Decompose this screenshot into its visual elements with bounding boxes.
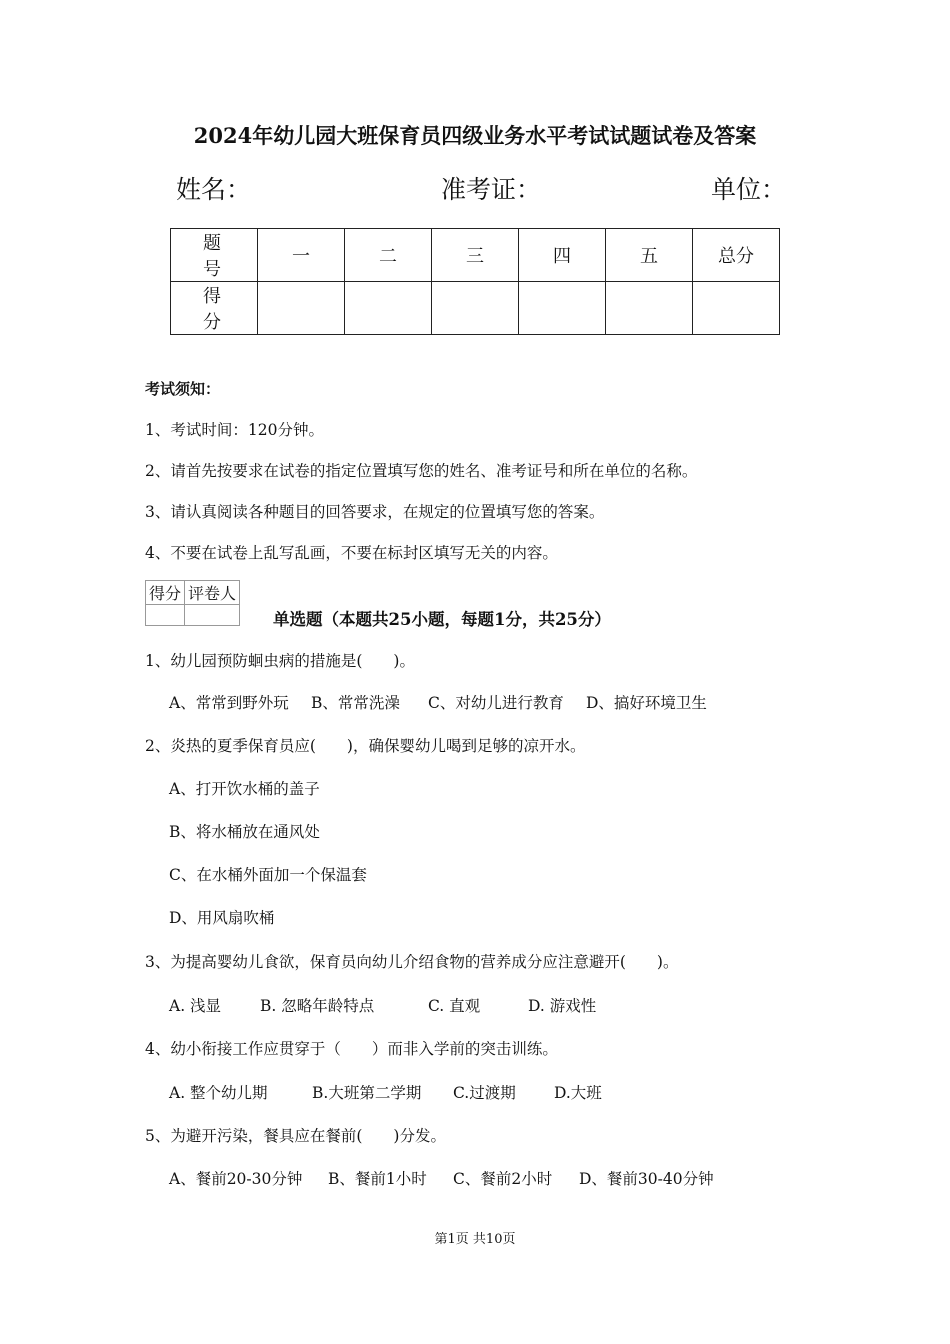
question-option: D. 游戏性 bbox=[528, 997, 597, 1015]
name-label: 姓名： bbox=[176, 175, 252, 204]
score-cell-4[interactable] bbox=[519, 282, 606, 335]
section-3-header: 三 bbox=[432, 229, 519, 282]
score-table bbox=[170, 228, 780, 335]
question-option: C、在水桶外面加一个保温套 bbox=[169, 866, 367, 884]
question-option: B、餐前1小时 bbox=[328, 1170, 427, 1188]
score-label: 得 分 bbox=[171, 282, 258, 335]
question-option: C.过渡期 bbox=[453, 1084, 516, 1102]
question-option: D、用风扇吹桶 bbox=[169, 909, 275, 927]
section-1-header: 一 bbox=[258, 229, 345, 282]
question-option: C、对幼儿进行教育 bbox=[428, 694, 564, 712]
score-cell-5[interactable] bbox=[606, 282, 693, 335]
section-title: 单选题（本题共25小题，每题1分，共25分） bbox=[273, 610, 611, 629]
notice-title: 考试须知： bbox=[145, 380, 221, 398]
question-option: B. 忽略年龄特点 bbox=[260, 997, 375, 1015]
score-table-header-row bbox=[171, 229, 780, 282]
notice-item: 1、考试时间：120分钟。 bbox=[145, 421, 324, 439]
score-cell-total[interactable] bbox=[693, 282, 780, 335]
section-4-header: 四 bbox=[519, 229, 606, 282]
question-no-label: 题 号 bbox=[171, 229, 258, 282]
question-option: D、搞好环境卫生 bbox=[586, 694, 707, 712]
notice-item: 3、请认真阅读各种题目的回答要求，在规定的位置填写您的答案。 bbox=[145, 503, 605, 521]
section-2-header: 二 bbox=[345, 229, 432, 282]
page-title: 2024年幼儿园大班保育员四级业务水平考试试题试卷及答案 bbox=[193, 123, 757, 148]
page-footer: 第1页 共10页 bbox=[434, 1232, 516, 1247]
question-option: A. 浅显 bbox=[169, 997, 222, 1015]
question-option: C. 直观 bbox=[428, 997, 481, 1015]
notice-item: 2、请首先按要求在试卷的指定位置填写您的姓名、准考证号和所在单位的名称。 bbox=[145, 462, 698, 480]
total-header: 总分 bbox=[693, 229, 780, 282]
question-option: C、餐前2小时 bbox=[453, 1170, 553, 1188]
section-5-header: 五 bbox=[606, 229, 693, 282]
exam-no-label: 准考证： bbox=[441, 175, 542, 204]
score-cell-2[interactable] bbox=[345, 282, 432, 335]
question-stem: 5、为避开污染，餐具应在餐前( )分发。 bbox=[145, 1127, 446, 1145]
grader-name-cell[interactable] bbox=[185, 605, 240, 626]
question-option: D.大班 bbox=[554, 1084, 602, 1102]
question-stem: 4、幼小衔接工作应贯穿于（ ）而非入学前的突击训练。 bbox=[145, 1040, 558, 1058]
grader-name-label: 评卷人 bbox=[185, 581, 240, 605]
question-option: D、餐前30-40分钟 bbox=[579, 1170, 714, 1188]
question-option: A、打开饮水桶的盖子 bbox=[169, 780, 320, 798]
question-option: A、常常到野外玩 bbox=[169, 694, 289, 712]
grader-score-cell[interactable] bbox=[146, 605, 185, 626]
score-cell-3[interactable] bbox=[432, 282, 519, 335]
question-option: B.大班第二学期 bbox=[312, 1084, 422, 1102]
notice-item: 4、不要在试卷上乱写乱画，不要在标封区填写无关的内容。 bbox=[145, 544, 558, 562]
question-option: A、餐前20-30分钟 bbox=[169, 1170, 303, 1188]
grader-box bbox=[145, 580, 240, 626]
question-stem: 2、炎热的夏季保育员应( )，确保婴幼儿喝到足够的凉开水。 bbox=[145, 737, 586, 755]
score-table-score-row bbox=[171, 282, 780, 335]
question-option: B、常常洗澡 bbox=[311, 694, 400, 712]
question-stem: 3、为提高婴幼儿食欲，保育员向幼儿介绍食物的营养成分应注意避开( )。 bbox=[145, 953, 679, 971]
question-stem: 1、幼儿园预防蛔虫病的措施是( )。 bbox=[145, 652, 415, 670]
unit-label: 单位： bbox=[711, 175, 787, 204]
grader-score-label: 得分 bbox=[146, 581, 185, 605]
question-option: A. 整个幼儿期 bbox=[169, 1084, 268, 1102]
question-option: B、将水桶放在通风处 bbox=[169, 823, 320, 841]
